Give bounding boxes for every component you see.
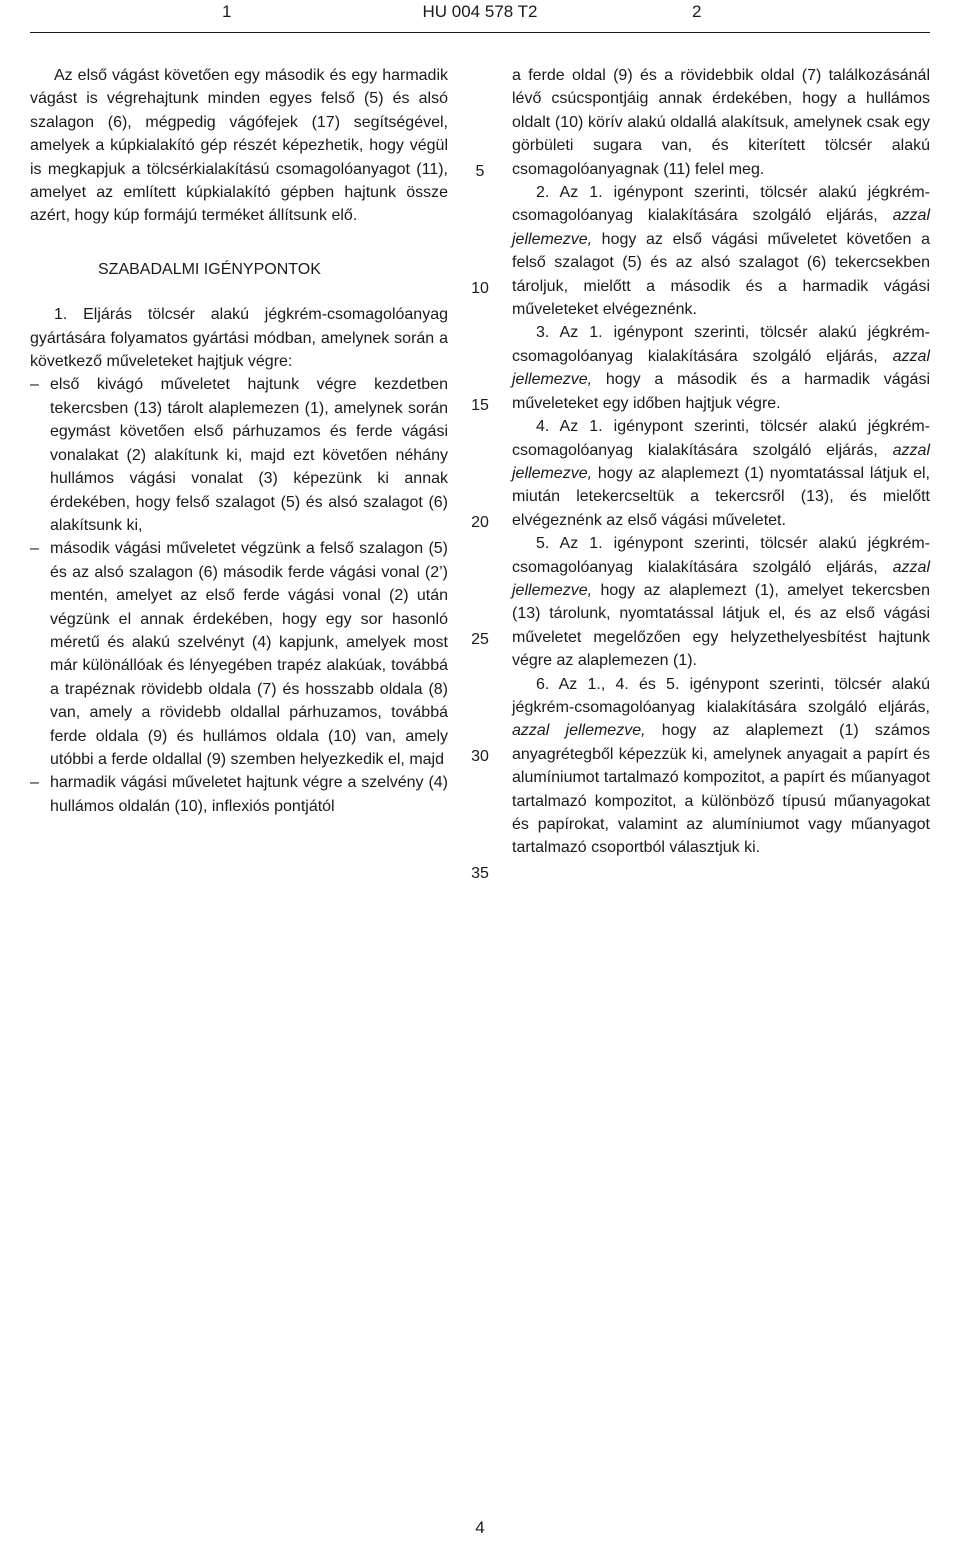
claim-4 [512,415,930,532]
claim-1-intro: 1. Eljárás tölcsér alakú jégkrém-csomagolóanyag gyártására folyamatos gyártási módban, amelynek során a következő műveleteket hajtjuk végre: [30,306,448,371]
claim-1-continuation: a ferde oldal (9) és a rövidebbik oldal (7) találkozásánál lévő csúcspontjáig annak érdekében, hogy a hullámos oldalt (10) körív alakú oldallá alakítsuk, amelynek csak egy görbületi sugara van, és kiterített tölcsér alakú csomagolóanyagnak (11) felel meg. [512,67,930,178]
claim-3-text-b: hogy a második és a harmadik vágási műveleteket egy időben hajtjuk végre. [512,371,930,412]
claim-1-step-3: – harmadik vágási műveletet hajtunk végre a szelvény (4) hullámos oldalán (10), inflexiós pontjától [30,771,448,818]
header-page-right: 2 [692,2,702,21]
claim-6 [512,673,930,860]
line-number-5: 5 [475,163,485,180]
line-number-20: 20 [471,514,489,531]
claim-5-text-b: hogy az alaplemezt (1), amelyet tekercsben (13) tárolunk, nyomtatással látjuk el, és az első vágási műveletet megelőzően egy helyzethelyesbítést hajtunk végre az alaplemezen (1). [512,581,930,670]
footer-page-number: 4 [475,1518,485,1537]
claim-3-text-a: 3. Az 1. igénypont szerinti, tölcsér alakú jégkrém-csomagolóanyag kialakítására szolgáló eljárás, [512,324,930,365]
claim-3-characterised: azzal jellemezve, [512,347,930,389]
claim-6-text-a: 6. Az 1., 4. és 5. igénypont szerinti, tölcsér alakú jégkrém-csomagolóanyag kialakítására szolgáló eljárás, [512,675,930,716]
claim-4-characterised: azzal jellemezve, [512,441,930,482]
claim-5-characterised: azzal jellemezve, [512,558,930,599]
claim-5 [512,532,930,672]
claim-4-text-b: hogy az alaplemezt (1) nyomtatással látjuk el, miután letekercseltük a tekercsről (13), és mielőtt elvégeznénk az első vágási műveletet. [512,464,930,529]
line-number-30: 30 [471,748,489,765]
claim-2-characterised: azzal jellemezve, [512,207,930,248]
line-number-35: 35 [471,865,489,882]
claim-3 [512,321,930,415]
claim-2-text-b: hogy az első vágási műveletet követően a felső szalagot (5) és az alsó szalagot (6) tekercsekben tároljuk, mielőtt a második és a harmadik vágási műveleteket elvégeznénk. [512,230,930,319]
claim-1-step-2: – második vágási műveletet végzünk a felső szalagon (5) és az alsó szalagon (6) második ferde vágási vonal (2’) mentén, amelyet az első ferde vágási vonal (2) után végzünk el annak érdekében, hogy egy sor hasonló méretű és alakú szelvényt (4) kapjunk, amelyek most már különállóak és lényegében trapéz alakúak, továbbá a trapéznak rövidebb oldala (7) és hosszabb oldala (8) van, amely a rövidebb oldallal párhuzamos, továbbá ferde oldala (9) és hullámos oldala (10) van, amely utóbbi a ferde oldallal (9) szemben helyezkedik el, majd [30,537,448,771]
description-paragraph: Az első vágást követően egy második és egy harmadik vágást is végrehajtunk minden egyes felső (5) és alsó szalagon (6), mégpedig vágófejek (17) segítségével, amelyek a kúpkialakító gép részét képezhetik, hogy végül is megkapjuk a tölcsérkialakítású csomagolóanyagot (11), amelyet az említett kúpkialakító gépben hajtunk össze azért, hogy kúp formájú terméket állítsunk elő. [30,67,448,225]
header-page-left: 1 [222,2,232,21]
claim-4-text-a: 4. Az 1. igénypont szerinti, tölcsér alakú jégkrém-csomagolóanyag kialakítására szolgáló eljárás, [512,418,930,459]
claim-1-step-1: – első kivágó műveletet hajtunk végre kezdetben tekercsben (13) tárolt alaplemezen (1), amelynek során egymást követően első párhuzamos és ferde vágási vonalakat (2) alakítunk ki, majd ezt követően néhány hullámos vágási vonalat (3) képezünk ki annak érdekében, hogy felső szalagot (5) és alsó szalagot (6) alakítsunk ki, [30,373,448,537]
claim-2 [512,181,930,321]
line-number-25: 25 [471,631,489,648]
header-rule [30,32,930,33]
claim-6-characterised: azzal jellemezve, [512,722,646,740]
header-doc-id: HU 004 578 T2 [422,2,538,21]
line-number-10: 10 [471,280,489,297]
left-column [30,64,448,818]
claim-5-text-a: 5. Az 1. igénypont szerinti, tölcsér alakú jégkrém-csomagolóanyag kialakítására szolgáló eljárás, [512,535,930,576]
claim-6-text-b: hogy az alaplemezt (1) számos anyagrétegből képezzük ki, amelynek anyagait a papírt és alumíniumot tartalmazó kompozitot, a papírt és műanyagot tartalmazó kompozitot, a különböző típusú műanyagokat és papírokat, valamint az alumíniumot vagy műanyagot tartalmazó csoportból választjuk ki. [512,722,931,857]
claim-2-text-a: 2. Az 1. igénypont szerinti, tölcsér alakú jégkrém-csomagolóanyag kialakítására szolgáló eljárás, [512,184,930,225]
line-number-15: 15 [471,397,489,414]
right-column [512,64,930,860]
claims-heading: SZABADALMI IGÉNYPONTOK [98,260,321,278]
